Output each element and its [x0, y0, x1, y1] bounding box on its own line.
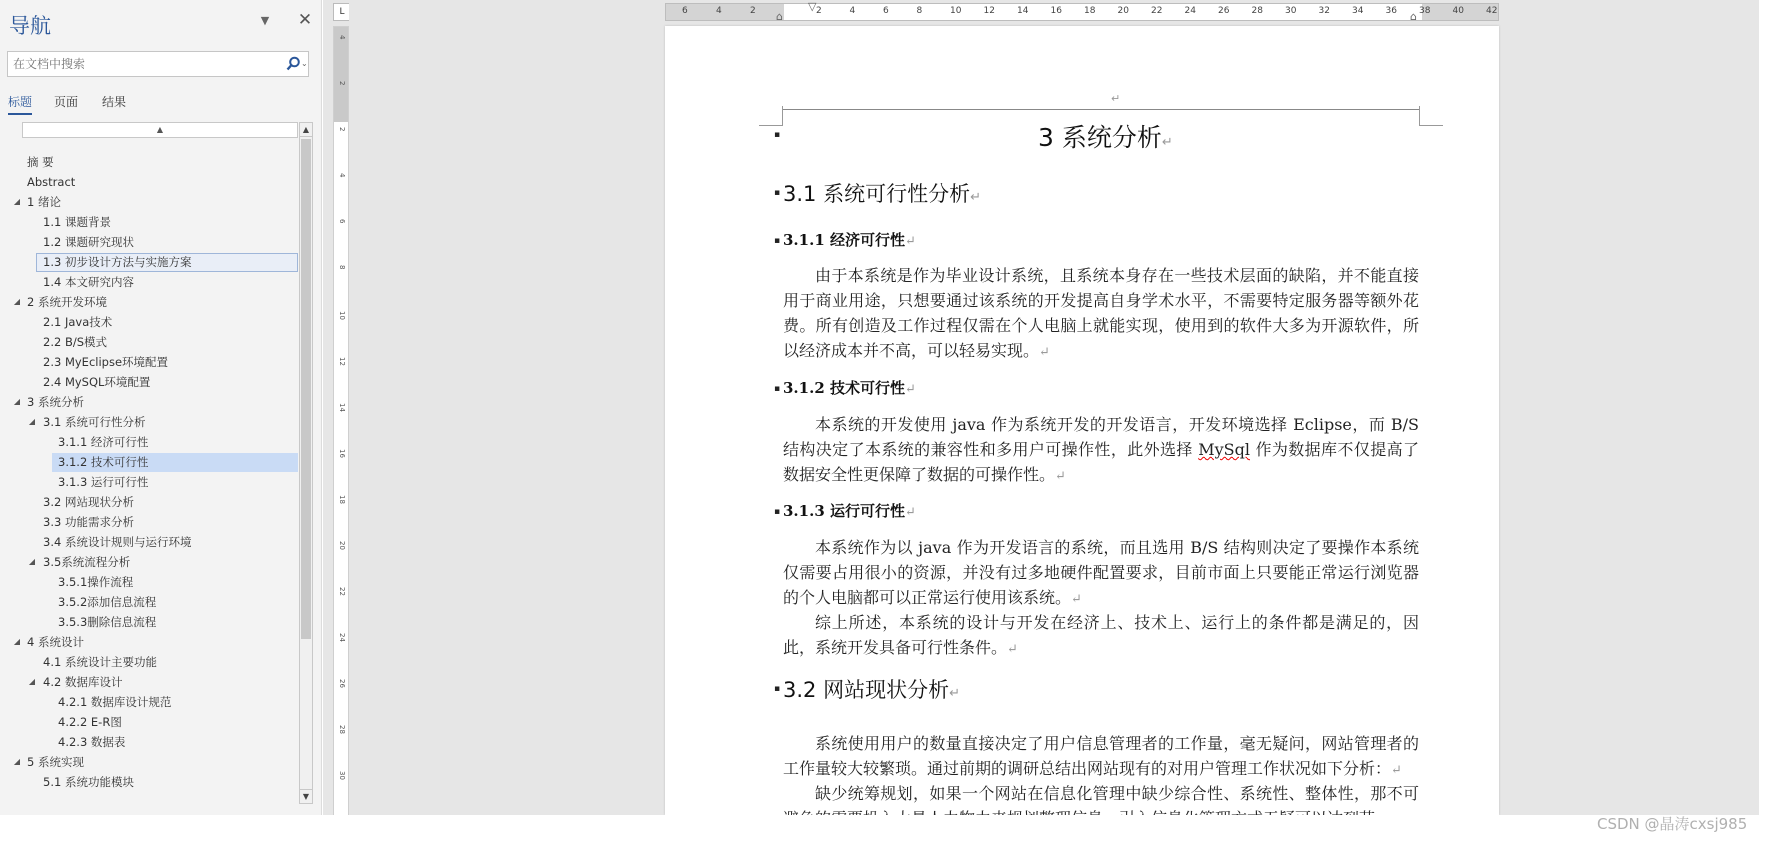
tree-item-label: 5.1 系统功能模块 [43, 775, 134, 789]
tree-item[interactable] [0, 692, 300, 712]
expand-toggle-icon[interactable]: ◢ [13, 637, 21, 646]
chevron-down-icon[interactable]: ▼ [260, 14, 270, 27]
ruler-tick-label: 14 [338, 403, 346, 412]
ruler-tick-label: 24 [1184, 6, 1196, 16]
ruler-tick-label: 22 [1151, 6, 1163, 16]
ruler-tick-label: 2 [338, 81, 346, 86]
paragraph[interactable]: 本系统的开发使用 java 作为系统开发的开发语言，开发环境选择 Eclipse，而 B/S 结构决定了本系统的兼容性和多用户可操作性，此外选择 MySql 作为数据库不仅提高了数据安全性更保障了数据的可操作性。↵ [783, 415, 1419, 484]
nav-title: 导航 [9, 14, 51, 38]
tab-selector[interactable]: L [333, 3, 351, 21]
tree-item-label: 1.4 本文研究内容 [43, 275, 134, 289]
collapse-all-icon[interactable]: ▲ [22, 122, 298, 138]
tree-item-label: 2.1 Java技术 [43, 315, 113, 329]
ruler-tick-label: 18 [1084, 6, 1096, 16]
tree-item-label: 3.2 网站现状分析 [43, 495, 134, 509]
heading-3-1-2[interactable]: 3.1.2 技术可行性↵ [783, 379, 916, 397]
tree-item[interactable] [0, 292, 300, 312]
ruler-tick-label: 2 [750, 6, 756, 16]
ruler-tick-label: 30 [338, 771, 346, 780]
tree-item-label: 4.2.1 数据库设计规范 [58, 695, 172, 709]
tree-item[interactable] [0, 372, 300, 392]
tree-item[interactable] [0, 732, 300, 752]
tree-item-label: 3.1.3 运行可行性 [58, 475, 149, 489]
tree-item-label: 4.2.3 数据表 [58, 735, 126, 749]
tree-item-label: 2.3 MyEclipse环境配置 [43, 355, 169, 369]
close-icon[interactable]: ✕ [297, 10, 313, 30]
ruler-tick-label: 4 [849, 6, 856, 16]
horizontal-ruler[interactable] [665, 3, 1499, 21]
tree-item[interactable] [0, 672, 300, 692]
heading-tree [0, 152, 300, 802]
ruler-tick-label: 16 [338, 449, 346, 458]
tree-item-label: 3 系统分析 [27, 395, 84, 409]
ruler-tick-label: 2 [816, 6, 822, 16]
paragraph-mark: ▪ [774, 507, 781, 517]
ruler-tick-label: 6 [338, 219, 346, 224]
ruler-tick-label: 42 [1486, 6, 1498, 16]
tree-item[interactable] [0, 272, 300, 292]
tree-item[interactable] [0, 752, 300, 772]
ruler-tick-label: 30 [1285, 6, 1297, 16]
watermark: CSDN @晶涛cxsj985 [1597, 815, 1748, 833]
tree-item-label: Abstract [27, 175, 76, 189]
tree-item-label: 4 系统设计 [27, 635, 84, 649]
ruler-tick-label: 4 [338, 173, 346, 178]
left-indent-icon[interactable]: ⌂ [776, 10, 783, 23]
ruler-tick-label: 34 [1352, 6, 1364, 16]
expand-toggle-icon[interactable]: ◢ [28, 677, 36, 686]
ruler-tick-label: 26 [338, 679, 346, 688]
heading-3-1-1[interactable]: 3.1.1 经济可行性↵ [783, 231, 916, 249]
heading-3-2[interactable]: 3.2 网站现状分析↵ [783, 678, 960, 702]
tree-item[interactable] [0, 432, 300, 452]
tree-item-label: 3.5.1操作流程 [58, 575, 134, 589]
expand-toggle-icon[interactable]: ◢ [28, 557, 36, 566]
scroll-thumb[interactable] [301, 139, 311, 639]
ruler-tick-label: 6 [682, 6, 688, 16]
ruler-tick-label: 22 [338, 587, 346, 596]
ruler-tick-label: 4 [716, 6, 722, 16]
ruler-tick-label: 40 [1452, 6, 1464, 16]
bottom-strip [0, 815, 1784, 841]
tree-item[interactable] [0, 312, 300, 332]
tree-item[interactable] [0, 452, 300, 472]
tree-item-label: 4.1 系统设计主要功能 [43, 655, 157, 669]
tree-item-label: 3.5.2添加信息流程 [58, 595, 157, 609]
tree-item-label: 3.3 功能需求分析 [43, 515, 134, 529]
paragraph-mark: ▪ [774, 684, 781, 694]
expand-toggle-icon[interactable]: ◢ [13, 297, 21, 306]
tree-item[interactable] [0, 772, 300, 792]
ruler-tick-label: 8 [338, 265, 346, 270]
heading-3-1[interactable]: 3.1 系统可行性分析↵ [783, 182, 981, 206]
first-line-indent-icon[interactable]: ▽ [808, 0, 817, 13]
ruler-tick-label: 14 [1017, 6, 1029, 16]
paragraph[interactable]: 本系统作为以 java 作为开发语言的系统，而且选用 B/S 结构则决定了要操作本系统仅需要占用很小的资源，并没有过多地硬件配置要求，目前市面上只要能正常运行浏览器的个人电脑都可以正常运行使用该系统。↵ [783, 538, 1419, 607]
ruler-tick-label: 38 [1419, 6, 1431, 16]
tree-item-label: 5 系统实现 [27, 755, 84, 769]
tree-item-label: 2 系统开发环境 [27, 295, 107, 309]
header-line [783, 109, 1419, 110]
tree-item-label: 2.2 B/S模式 [43, 335, 108, 349]
ruler-tick-label: 24 [338, 633, 346, 642]
tab-pages[interactable]: 页面 [54, 95, 79, 109]
expand-toggle-icon[interactable]: ◢ [13, 197, 21, 206]
search-input[interactable] [13, 56, 273, 72]
tree-item[interactable] [0, 712, 300, 732]
expand-toggle-icon[interactable]: ◢ [13, 757, 21, 766]
expand-toggle-icon[interactable]: ◢ [13, 397, 21, 406]
tree-item[interactable] [0, 172, 300, 192]
tree-item[interactable] [0, 352, 300, 372]
paragraph[interactable]: 综上所述，本系统的设计与开发在经济上、技术上、运行上的条件都是满足的，因此，系统开发具备可行性条件。↵ [783, 613, 1419, 657]
tree-item[interactable] [0, 212, 300, 232]
tree-item[interactable] [0, 492, 300, 512]
tree-item-label: 3.1 系统可行性分析 [43, 415, 146, 429]
heading-3-1-3[interactable]: 3.1.3 运行可行性↵ [783, 502, 916, 520]
chapter-title[interactable]: 3 系统分析↵ [1038, 123, 1173, 152]
right-indent-icon[interactable]: ⌂ [1410, 10, 1417, 23]
ruler-tick-label: 36 [1385, 6, 1397, 16]
tree-item[interactable] [0, 472, 300, 492]
tree-item[interactable] [0, 652, 300, 672]
ruler-tick-label: 12 [338, 357, 346, 366]
ruler-tick-label: 8 [916, 6, 923, 16]
tree-item[interactable] [0, 232, 300, 252]
heading-tree-area [13, 122, 298, 802]
tree-item-label: 1.1 课题背景 [43, 215, 111, 229]
paragraph[interactable]: 由于本系统是作为毕业设计系统，且系统本身存在一些技术层面的缺陷，并不能直接用于商业用途，只想要通过该系统的开发提高自身学术水平，不需要特定服务器等额外花费。所有创造及工作过程仅需在个人电脑上就能实现，使用到的软件大多为开源软件，所以经济成本并不高，可以轻易实现。↵ [783, 266, 1419, 360]
paragraph-mark: ▪ [774, 130, 781, 140]
ruler-tick-label: 26 [1218, 6, 1230, 16]
ruler-tick-label: 12 [983, 6, 995, 16]
crop-mark [1419, 106, 1443, 126]
ruler-tick-label: 10 [338, 311, 346, 320]
ruler-tick-label: 28 [1251, 6, 1263, 16]
tree-item-label: 4.2.2 E-R图 [58, 715, 122, 729]
expand-toggle-icon[interactable]: ◢ [28, 417, 36, 426]
tab-headings[interactable]: 标题 [8, 95, 33, 109]
tree-item-label: 3.5.3删除信息流程 [58, 615, 157, 629]
tree-item[interactable] [0, 152, 300, 172]
ruler-tick-label: 16 [1050, 6, 1062, 16]
paragraph-mark: ▪ [774, 188, 781, 198]
tree-item[interactable] [0, 252, 300, 272]
paragraph[interactable]: 缺少统筹规划，如果一个网站在信息化管理中缺少综合性、系统性、整体性，那不可 [815, 784, 1419, 803]
right-edge [1759, 0, 1784, 815]
search-icon[interactable] [284, 55, 302, 73]
tree-item-label: 1 绪论 [27, 195, 61, 209]
vertical-ruler[interactable] [333, 26, 349, 816]
vertical-ruler-margin [334, 27, 348, 122]
tree-item[interactable] [0, 392, 300, 412]
scroll-up-icon[interactable]: ▲ [300, 123, 312, 137]
nav-scrollbar[interactable] [299, 122, 313, 804]
scroll-down-icon[interactable]: ▼ [300, 789, 312, 803]
tree-item-label: 2.4 MySQL环境配置 [43, 375, 151, 389]
tree-item[interactable] [0, 632, 300, 652]
document-page[interactable] [665, 26, 1499, 815]
tree-item[interactable] [0, 552, 300, 572]
ruler-tick-label: 20 [338, 541, 346, 550]
ruler-tick-label: 4 [338, 35, 346, 40]
ruler-tick-label: 20 [1117, 6, 1129, 16]
tree-item-label: 3.5系统流程分析 [43, 555, 131, 569]
tree-item-label: 4.2 数据库设计 [43, 675, 123, 689]
ruler-tick-label: 10 [950, 6, 962, 16]
tree-item[interactable] [0, 192, 300, 212]
tree-item-label: 3.1.1 经济可行性 [58, 435, 149, 449]
search-options-chevron-icon[interactable]: ⌄ [301, 59, 308, 68]
ruler-tick-label: 18 [338, 495, 346, 504]
ruler-tick-label: 32 [1318, 6, 1330, 16]
crop-mark [759, 106, 783, 126]
tree-item-label: 3.1.2 技术可行性 [58, 455, 149, 469]
paragraph[interactable]: 系统使用用户的数量直接决定了用户信息管理者的工作量，毫无疑问，网站管理者的工作量较大较繁琐。通过前期的调研总结出网站现有的对用户管理工作状况如下分析：↵ [783, 734, 1419, 778]
tree-item[interactable] [0, 592, 300, 612]
tree-item-label: 1.2 课题研究现状 [43, 235, 134, 249]
ruler-tick-label: 28 [338, 725, 346, 734]
tree-item-label: 1.3 初步设计方法与实施方案 [43, 255, 192, 269]
tree-item-label: 3.4 系统设计规则与运行环境 [43, 535, 192, 549]
tab-results[interactable]: 结果 [102, 95, 127, 109]
spelling-error[interactable]: MySql [1198, 440, 1250, 459]
tree-item[interactable] [0, 412, 300, 432]
search-box[interactable] [7, 51, 309, 77]
tree-item-label: 摘 要 [27, 155, 54, 169]
tree-item[interactable] [0, 612, 300, 632]
paragraph-mark: ▪ [774, 384, 781, 394]
tree-item[interactable] [0, 572, 300, 592]
tree-item[interactable] [0, 332, 300, 352]
navigation-pane [0, 0, 322, 815]
ruler-tick-label: 2 [338, 127, 346, 132]
paragraph-mark: ▪ [774, 236, 781, 246]
tree-item[interactable] [0, 512, 300, 532]
header-return-mark: ↵ [1111, 92, 1121, 105]
ruler-tick-label: 6 [883, 6, 889, 16]
tree-item[interactable] [0, 532, 300, 552]
